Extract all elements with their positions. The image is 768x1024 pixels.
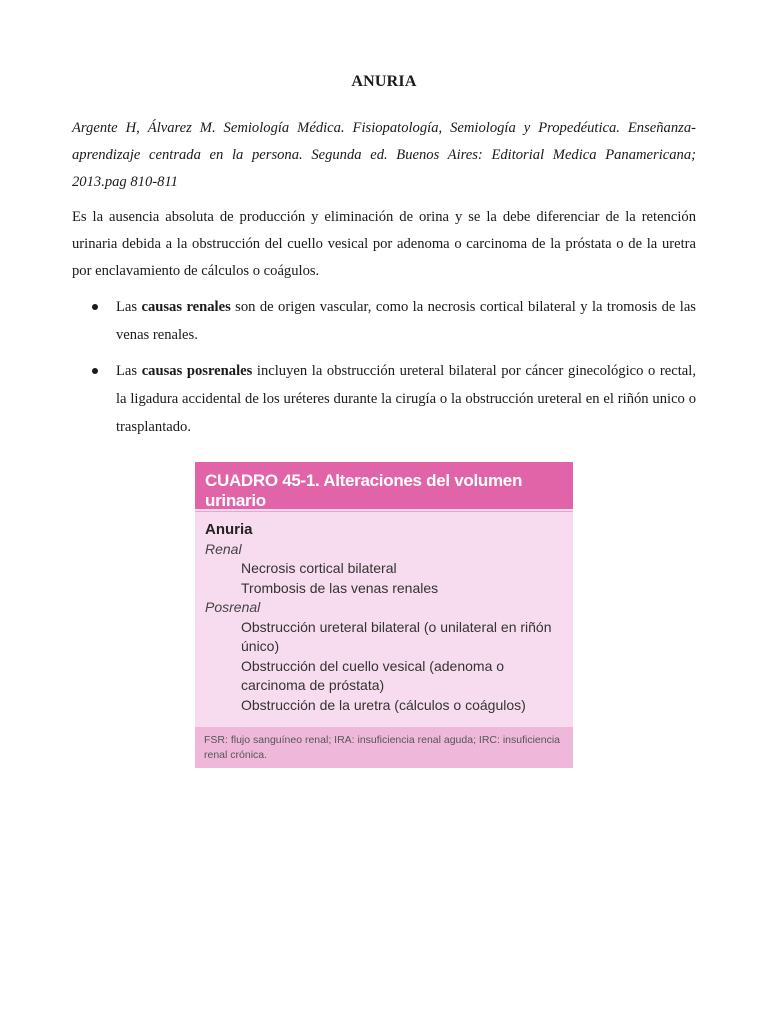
- cuadro-body: [205, 520, 565, 715]
- causes-list: [72, 293, 696, 449]
- cuadro-title: CUADRO 45-1. Alteraciones del volumen urinario: [205, 471, 523, 510]
- cuadro-footer: [195, 727, 573, 768]
- category-renal: Renal: [205, 540, 242, 557]
- renal-item: Necrosis cortical bilateral: [241, 560, 397, 576]
- intro-paragraph: Es la ausencia absoluta de producción y eliminación de orina y se la debe diferenciar de la retención urinaria debida a la obstrucción del cuello vesical por adenoma o carcinoma de la próstata o de la uretra por enclavamiento de cálculos o coágulos.: [72, 209, 696, 279]
- cuadro-footnote: FSR: flujo sanguíneo renal; IRA: insuficiencia renal aguda; IRC: insuficiencia renal crónica.: [204, 734, 561, 761]
- posrenal-item: Obstrucción ureteral bilateral (o unilateral en riñón único): [241, 618, 552, 654]
- citation-paragraph: Argente H, Álvarez M. Semiología Médica. Fisiopatología, Semiología y Propedéutica. Enseñanza-aprendizaje centrada en la persona. Segunda ed. Buenos Aires: Editorial Medica Panamericana; 2013.pag 810-811: [72, 120, 696, 190]
- category-posrenal: Posrenal: [205, 599, 261, 615]
- bullet-item-renal: [72, 293, 696, 349]
- bullet-text: son de origen vascular, como la necrosis cortical bilateral y la tromosis de las venas renales.: [116, 299, 696, 343]
- cuadro-divider: [195, 511, 573, 512]
- cuadro-figure: [195, 462, 573, 768]
- bullet-item-posrenal: [72, 357, 696, 441]
- posrenal-item: Obstrucción de la uretra (cálculos o coágulos): [241, 696, 526, 713]
- bullet-dot-icon: [92, 304, 98, 310]
- bullet-bold-term: causas renales: [141, 299, 231, 315]
- document-title: ANURIA: [351, 73, 417, 90]
- bullet-dot-icon: [92, 368, 98, 374]
- bullet-bold-term: causas posrenales: [141, 363, 253, 379]
- bullet-text: incluyen la obstrucción ureteral bilateral por cáncer ginecológico o rectal, la ligadura accidental de los uréteres durante la cirugía o la obstrucción ureteral en el riñón unico o trasplantado.: [116, 363, 696, 435]
- posrenal-item: Obstrucción del cuello vesical (adenoma o carcinoma de próstata): [241, 657, 505, 693]
- bullet-prefix: Las: [116, 363, 142, 379]
- cuadro-header: [195, 462, 573, 509]
- renal-item: Trombosis de las venas renales: [241, 579, 439, 596]
- section-heading: Anuria: [205, 521, 253, 538]
- bullet-prefix: Las: [116, 299, 142, 315]
